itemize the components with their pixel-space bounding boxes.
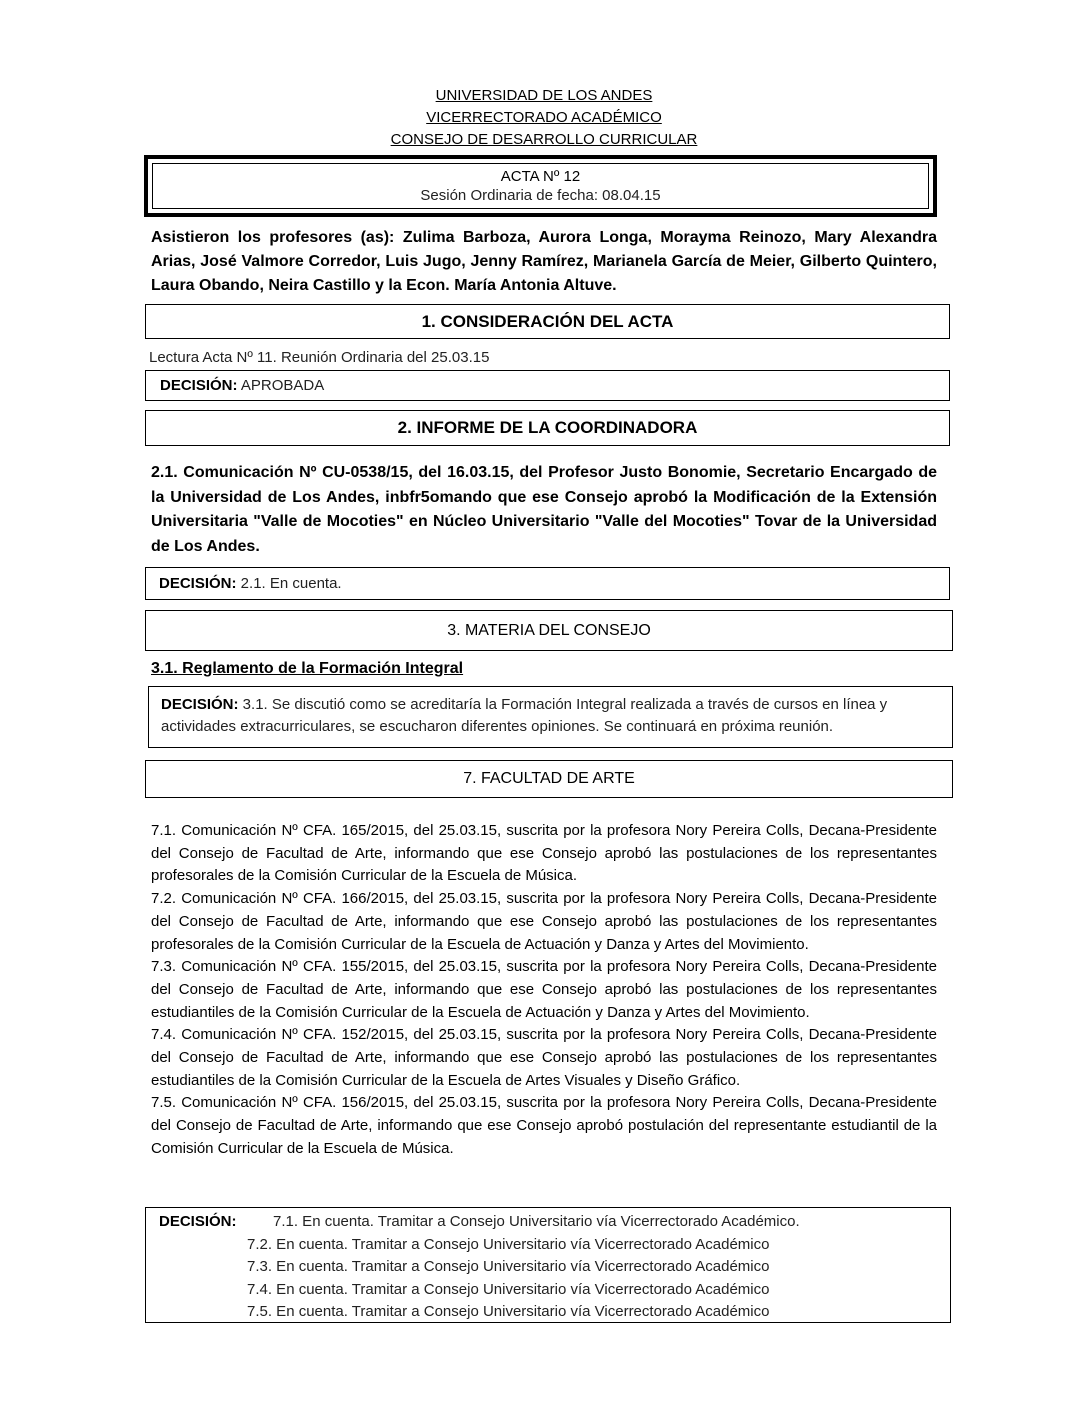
section-7-item-5: 7.5. Comunicación Nº CFA. 156/2015, del 25.03.15, suscrita por la profesora Nory Pereira Colls, Decana-Presidente del Consejo de Facultad de Arte, informando que ese Consejo aprobó postulación del representante estudiantil de la Comisión Curricular de la Escuela de Música. — [151, 1094, 937, 1157]
section-7-item-3: 7.3. Comunicación Nº CFA. 155/2015, del 25.03.15, suscrita por la profesora Nory Pereira Colls, Decana-Presidente del Consejo de Facultad de Arte, informando que ese Consejo aprobó las postulaciones de los representantes estudiantiles de la Comisión Curricular de la Escuela de Actuación y Danza y Artes del Movimiento. — [151, 958, 937, 1021]
acta-session: Sesión Ordinaria de fecha: 08.04.15 — [420, 187, 661, 204]
section-7-item-1: 7.1. Comunicación Nº CFA. 165/2015, del 25.03.15, suscrita por la profesora Nory Pereira Colls, Decana-Presidente del Consejo de Facultad de Arte, informando que ese Consejo aprobó las postulaciones de los representantes profesorales de la Comisión Curricular de la Escuela de Música. — [151, 822, 937, 885]
acta-title: ACTA Nº 12 — [500, 168, 581, 185]
section-7-decision-3: 7.3. En cuenta. Tramitar a Consejo Universitario vía Vicerrectorado Académico — [247, 1258, 770, 1275]
decision-label: DECISIÓN: — [160, 377, 238, 394]
section-7-decision-1: 7.1. En cuenta. Tramitar a Consejo Universitario vía Vicerrectorado Académico. — [273, 1213, 800, 1230]
section-3-title: 3. MATERIA DEL CONSEJO — [145, 610, 953, 651]
section-7-decision-4: 7.4. En cuenta. Tramitar a Consejo Universitario vía Vicerrectorado Académico — [247, 1280, 770, 1298]
acta-box — [144, 155, 937, 217]
decision-text: 3.1. Se discutió como se acreditaría la Formación Integral realizada a través de cursos en línea y actividades extracurriculares, se escucharon diferentes opiniones. Se continuará en próxima reunión. — [161, 696, 888, 735]
section-2-decision — [145, 567, 950, 600]
header-university: UNIVERSIDAD DE LOS ANDES — [435, 87, 653, 104]
decision-text: 2.1. En cuenta. — [236, 575, 342, 592]
section-7-decision-2: 7.2. En cuenta. Tramitar a Consejo Universitario vía Vicerrectorado Académico — [247, 1235, 770, 1253]
section-2-title: 2. INFORME DE LA COORDINADORA — [145, 410, 950, 446]
section-1-title: 1. CONSIDERACIÓN DEL ACTA — [145, 304, 950, 339]
section-7-decision-5: 7.5. En cuenta. Tramitar a Consejo Universitario vía Vicerrectorado Académico — [247, 1303, 770, 1320]
section-3-subtitle: 3.1. Reglamento de la Formación Integral — [151, 660, 464, 677]
section-7-items — [151, 820, 937, 1161]
section-1-reading: Lectura Acta Nº 11. Reunión Ordinaria del 25.03.15 — [149, 349, 490, 366]
decision-label: DECISIÓN: — [159, 575, 237, 592]
section-3-decision — [148, 686, 953, 748]
section-7-item-4: 7.4. Comunicación Nº CFA. 152/2015, del 25.03.15, suscrita por la profesora Nory Pereira Colls, Decana-Presidente del Consejo de Facultad de Arte, informando que ese Consejo aprobó las postulaciones de los representantes estudiantiles de la Comisión Curricular de la Escuela de Artes Visuales y Diseño Gráfico. — [151, 1026, 937, 1089]
attendance-paragraph: Asistieron los profesores (as): Zulima Barboza, Aurora Longa, Morayma Reinozo, Mary Alexandra Arias, José Valmore Corredor, Luis Jugo, Jenny Ramírez, Marianela García de Meier, Gilberto Quintero, Laura Obando, Neira Castillo y la Econ. María Antonia Altuve. — [151, 229, 937, 294]
decision-label: DECISIÓN: — [159, 1213, 237, 1230]
decision-text: APROBADA — [237, 377, 325, 394]
header-consejo: CONSEJO DE DESARROLLO CURRICULAR — [390, 131, 698, 148]
header-vicerrectorado: VICERRECTORADO ACADÉMICO — [426, 109, 662, 126]
section-7-decision — [145, 1207, 951, 1323]
section-7-item-2: 7.2. Comunicación Nº CFA. 166/2015, del 25.03.15, suscrita por la profesora Nory Pereira Colls, Decana-Presidente del Consejo de Facultad de Arte, informando que ese Consejo aprobó las postulaciones de los representantes profesorales de la Comisión Curricular de la Escuela de Actuación y Danza y Artes del Movimiento. — [151, 890, 937, 953]
decision-label: DECISIÓN: — [161, 696, 239, 713]
section-2-item: 2.1. Comunicación Nº CU-0538/15, del 16.03.15, del Profesor Justo Bonomie, Secretario Encargado de la Universidad de Los Andes, inbfr5omando que ese Consejo aprobó la Modificación de la Extensión Universitaria "Valle de Mocoties" en Núcleo Universitario "Valle del Mocoties" Tovar de la Universidad de Los Andes. — [151, 464, 937, 555]
section-1-decision — [145, 370, 950, 401]
section-7-title: 7. FACULTAD DE ARTE — [145, 760, 953, 798]
